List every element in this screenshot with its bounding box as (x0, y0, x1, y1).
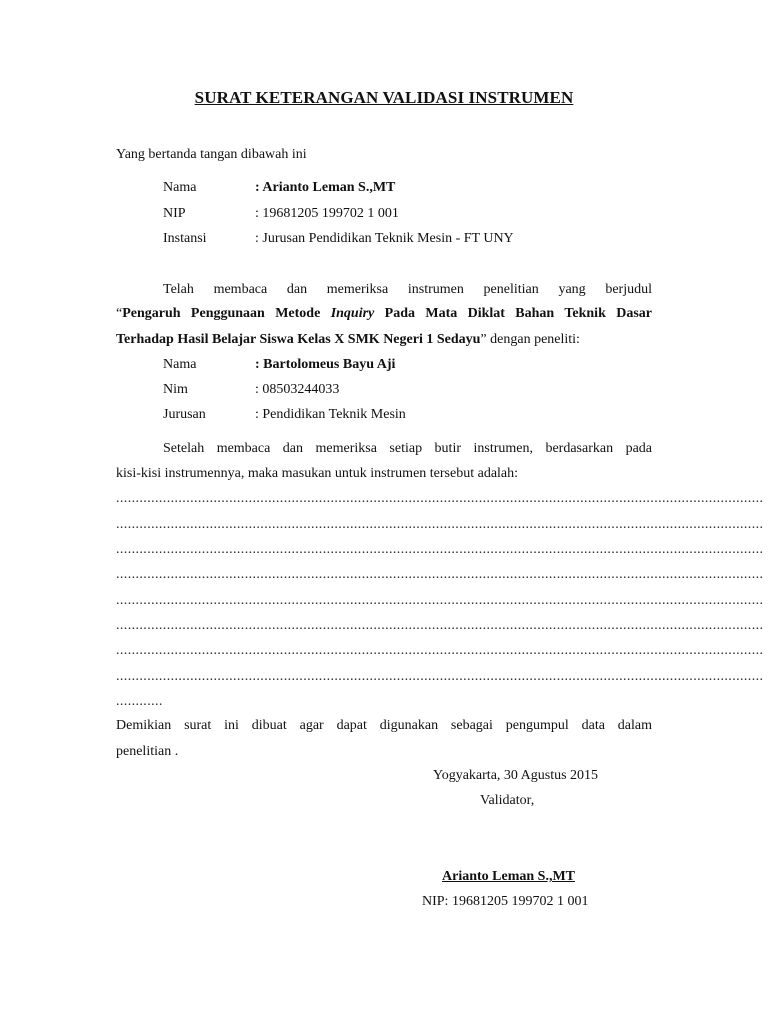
dotted-line: ...................................................................................................................................................................... (116, 669, 764, 684)
paragraph1-line1: Telah membaca dan memeriksa instrumen penelitian yang berjudul (163, 282, 652, 297)
closing-line1: Demikian surat ini dibuat agar dapat digunakan sebagai pengumpul data dalam (116, 718, 652, 733)
researcher-nim-value: : 08503244033 (255, 382, 340, 397)
dotted-line-short: ............ (116, 694, 163, 709)
researcher-jurusan-value: : Pendidikan Teknik Mesin (255, 407, 406, 422)
research-title-part1: Pengaruh Penggunaan Metode (122, 306, 331, 321)
validator-nip-value: : 19681205 199702 1 001 (255, 206, 399, 221)
paragraph2-line1: Setelah membaca dan memeriksa setiap butir instrumen, berdasarkan pada (163, 441, 652, 456)
dotted-line: ...................................................................................................................................................................... (116, 542, 764, 557)
signatory-nip: NIP: 19681205 199702 1 001 (422, 894, 589, 909)
validator-name-value: : Arianto Leman S.,MT (255, 180, 396, 195)
researcher-intro: ” dengan peneliti: (480, 332, 580, 347)
dotted-line: ...................................................................................................................................................................... (116, 618, 764, 633)
researcher-name-value: : Bartolomeus Bayu Aji (255, 357, 396, 372)
paragraph2-line2: kisi-kisi instrumennya, maka masukan untuk instrumen tersebut adalah: (116, 466, 519, 481)
validator-name-label: Nama (163, 180, 197, 195)
dotted-line: ...................................................................................................................................................................... (116, 593, 764, 608)
letter-title: SURAT KETERANGAN VALIDASI INSTRUMEN (194, 88, 574, 107)
researcher-name-label: Nama (163, 357, 197, 372)
validator-role: Validator, (480, 793, 535, 808)
researcher-jurusan-label: Jurusan (163, 407, 206, 422)
place-date: Yogyakarta, 30 Agustus 2015 (433, 768, 599, 783)
dotted-line: ...................................................................................................................................................................... (116, 643, 764, 658)
signatory-name: Arianto Leman S.,MT (442, 869, 575, 884)
research-title-part2: Pada Mata Diklat Bahan Teknik Dasar (374, 306, 653, 321)
paragraph1-line2 (116, 305, 652, 323)
validator-instansi-label: Instansi (163, 231, 207, 246)
dotted-line: ...................................................................................................................................................................... (116, 491, 764, 506)
paragraph1-line3 (116, 331, 580, 349)
research-title-part3: Terhadap Hasil Belajar Siswa Kelas X SMK Negeri 1 Sedayu (116, 332, 481, 347)
open-quote: “ (116, 306, 123, 321)
dotted-line: ...................................................................................................................................................................... (116, 517, 764, 532)
intro-text: Yang bertanda tangan dibawah ini (116, 147, 307, 162)
closing-line2: penelitian . (116, 744, 179, 759)
dotted-line: ...................................................................................................................................................................... (116, 567, 764, 582)
research-title-italic: Inquiry (330, 306, 375, 321)
validator-nip-label: NIP (163, 206, 186, 221)
validator-instansi-value: : Jurusan Pendidikan Teknik Mesin - FT UNY (255, 231, 514, 246)
researcher-nim-label: Nim (163, 382, 188, 397)
